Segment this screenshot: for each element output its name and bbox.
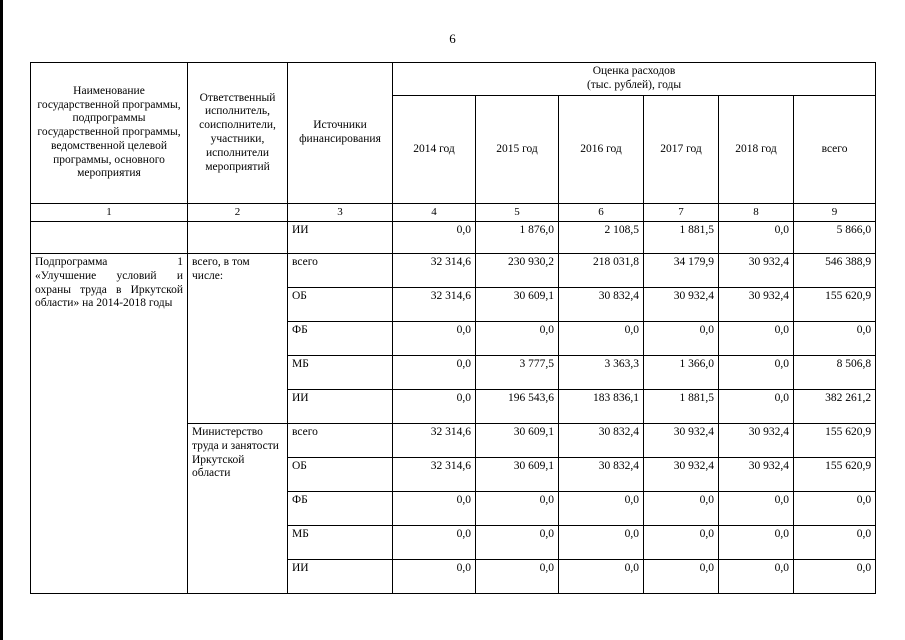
source-cell: ФБ — [288, 492, 393, 526]
subprogram-title-prefix: Подпрограмма — [35, 256, 108, 268]
value-cell: 0,0 — [559, 492, 644, 526]
value-cell: 1 876,0 — [476, 222, 559, 254]
header-estimate-line1: Оценка расходов — [592, 65, 676, 78]
value-cell: 0,0 — [393, 222, 476, 254]
value-cell: 155 620,9 — [794, 288, 876, 322]
value-cell: 155 620,9 — [794, 458, 876, 492]
value-cell: 382 261,2 — [794, 390, 876, 424]
column-number: 5 — [476, 204, 559, 222]
value-cell: 0,0 — [476, 492, 559, 526]
value-cell: 32 314,6 — [393, 254, 476, 288]
value-cell: 0,0 — [393, 390, 476, 424]
value-cell: 30 832,4 — [559, 424, 644, 458]
source-cell: ИИ — [288, 560, 393, 594]
table-row — [31, 222, 876, 254]
value-cell: 0,0 — [476, 526, 559, 560]
value-cell: 30 932,4 — [719, 254, 794, 288]
subprogram-title-text: «Улучшение условий и охраны труда в Иркутской области» на 2014-2018 годы — [35, 269, 183, 310]
value-cell: 155 620,9 — [794, 424, 876, 458]
value-cell: 230 930,2 — [476, 254, 559, 288]
value-cell: 30 609,1 — [476, 424, 559, 458]
value-cell: 32 314,6 — [393, 288, 476, 322]
value-cell: 1 881,5 — [644, 222, 719, 254]
source-cell: ОБ — [288, 458, 393, 492]
value-cell: 0,0 — [719, 356, 794, 390]
value-cell: 0,0 — [393, 492, 476, 526]
value-cell: 218 031,8 — [559, 254, 644, 288]
value-cell: 546 388,9 — [794, 254, 876, 288]
column-number: 3 — [288, 204, 393, 222]
value-cell: 34 179,9 — [644, 254, 719, 288]
table-row — [31, 254, 876, 288]
column-number: 7 — [644, 204, 719, 222]
subprogram-number: 1 — [177, 256, 183, 268]
source-cell: ОБ — [288, 288, 393, 322]
value-cell: 30 932,4 — [644, 458, 719, 492]
header-executor: Ответственный исполнитель, соисполнители, участники, исполнители мероприятий — [188, 63, 288, 204]
value-cell: 3 363,3 — [559, 356, 644, 390]
header-program-name: Наименование государственной программы, подпрограммы государственной программы, ведомственной целевой программы, основного мероприятия — [31, 63, 188, 204]
value-cell: 0,0 — [559, 526, 644, 560]
value-cell: 0,0 — [644, 560, 719, 594]
header-year: 2015 год — [476, 96, 559, 204]
value-cell: 0,0 — [476, 560, 559, 594]
value-cell: 3 777,5 — [476, 356, 559, 390]
value-cell: 0,0 — [719, 322, 794, 356]
value-cell: 0,0 — [393, 356, 476, 390]
value-cell: 1 881,5 — [644, 390, 719, 424]
header-sources: Источники финансирования — [288, 63, 393, 204]
subprogram-title — [31, 254, 188, 594]
source-cell: ФБ — [288, 322, 393, 356]
value-cell: 30 932,4 — [644, 424, 719, 458]
source-cell: всего — [288, 424, 393, 458]
value-cell: 0,0 — [559, 322, 644, 356]
value-cell: 0,0 — [644, 322, 719, 356]
header-year: 2014 год — [393, 96, 476, 204]
header-estimate — [393, 63, 876, 96]
value-cell: 30 832,4 — [559, 458, 644, 492]
value-cell: 0,0 — [794, 492, 876, 526]
header-year: всего — [794, 96, 876, 204]
value-cell: 30 609,1 — [476, 288, 559, 322]
executor-cell: всего, в том числе: — [188, 254, 288, 424]
value-cell: 30 932,4 — [719, 288, 794, 322]
source-cell: всего — [288, 254, 393, 288]
source-cell: ИИ — [288, 390, 393, 424]
value-cell: 0,0 — [719, 526, 794, 560]
empty-cell — [188, 222, 288, 254]
value-cell: 1 366,0 — [644, 356, 719, 390]
value-cell: 196 543,6 — [476, 390, 559, 424]
value-cell: 30 932,4 — [719, 424, 794, 458]
scan-left-edge — [0, 0, 3, 640]
value-cell: 0,0 — [644, 526, 719, 560]
value-cell: 30 932,4 — [719, 458, 794, 492]
column-number: 2 — [188, 204, 288, 222]
empty-cell — [31, 222, 188, 254]
header-year: 2017 год — [644, 96, 719, 204]
value-cell: 0,0 — [719, 222, 794, 254]
value-cell: 0,0 — [794, 560, 876, 594]
header-estimate-line2: (тыс. рублей), годы — [586, 79, 682, 91]
value-cell: 8 506,8 — [794, 356, 876, 390]
column-number: 6 — [559, 204, 644, 222]
header-year: 2016 год — [559, 96, 644, 204]
value-cell: 0,0 — [719, 390, 794, 424]
value-cell: 30 609,1 — [476, 458, 559, 492]
column-number: 8 — [719, 204, 794, 222]
value-cell: 30 932,4 — [644, 288, 719, 322]
value-cell: 0,0 — [719, 560, 794, 594]
source-cell: МБ — [288, 526, 393, 560]
value-cell: 0,0 — [644, 492, 719, 526]
value-cell: 0,0 — [393, 526, 476, 560]
column-number: 4 — [393, 204, 476, 222]
value-cell: 0,0 — [794, 322, 876, 356]
source-cell: МБ — [288, 356, 393, 390]
value-cell: 2 108,5 — [559, 222, 644, 254]
value-cell: 0,0 — [559, 560, 644, 594]
value-cell: 0,0 — [393, 322, 476, 356]
value-cell: 5 866,0 — [794, 222, 876, 254]
executor-cell: Министерство труда и занятости Иркутской области — [188, 424, 288, 594]
value-cell: 0,0 — [476, 322, 559, 356]
budget-table — [30, 62, 876, 594]
column-number: 9 — [794, 204, 876, 222]
value-cell: 0,0 — [719, 492, 794, 526]
value-cell: 183 836,1 — [559, 390, 644, 424]
value-cell: 32 314,6 — [393, 458, 476, 492]
value-cell: 0,0 — [393, 560, 476, 594]
page-number: 6 — [449, 31, 456, 46]
source-cell: ИИ — [288, 222, 393, 254]
value-cell: 32 314,6 — [393, 424, 476, 458]
value-cell: 0,0 — [794, 526, 876, 560]
value-cell: 30 832,4 — [559, 288, 644, 322]
header-year: 2018 год — [719, 96, 794, 204]
column-number: 1 — [31, 204, 188, 222]
